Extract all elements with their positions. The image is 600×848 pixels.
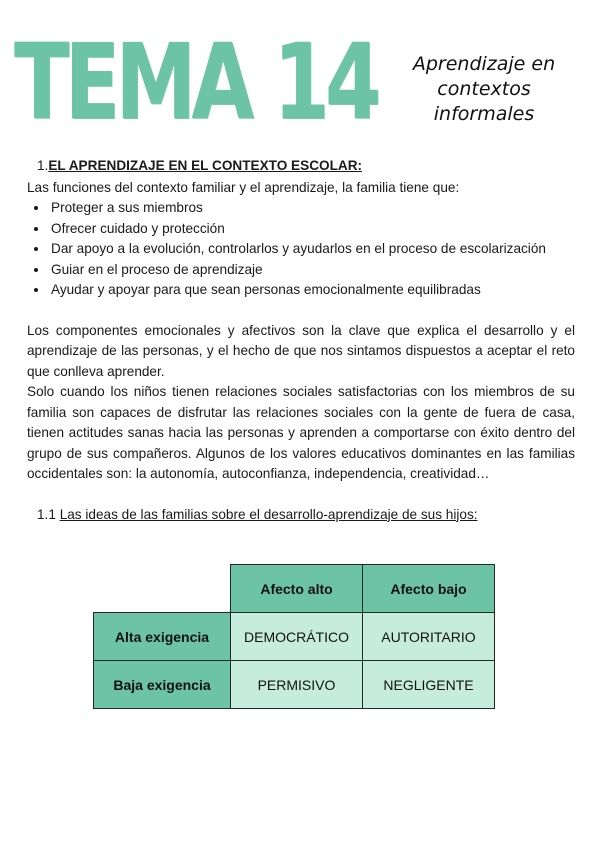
- column-header: Afecto bajo: [363, 565, 495, 613]
- table-header-row: [94, 565, 495, 613]
- section-number: 1.: [37, 158, 49, 173]
- table-row: [94, 613, 495, 661]
- list-item: • Ofrecer cuidado y protección: [49, 219, 575, 240]
- table-corner-cell: [94, 565, 231, 613]
- section-title: EL APRENDIZAJE EN EL CONTEXTO ESCOLAR:: [48, 158, 363, 173]
- row-header: Alta exigencia: [94, 613, 231, 661]
- subtitle-line: contextos: [437, 78, 531, 100]
- list-item: • Guiar en el proceso de aprendizaje: [49, 260, 575, 281]
- section-heading: [37, 156, 575, 177]
- paragraph: Solo cuando los niños tienen relaciones sociales satisfactorias con los miembros de su familia son capaces de disfrutar las relaciones sociales con la gente de fuera de casa, tienen actitudes sanas hacia las personas y aprenden a comportarse con éxito dentro del grupo de sus compañeros. Algunos de los valores educativos dominantes en las familias occidentales son: la autonomía, autoconfianza, independencia, creatividad…: [27, 384, 575, 481]
- section-intro: Las funciones del contexto familiar y el aprendizaje, la familia tiene que:: [27, 179, 460, 195]
- subsection-title: Las ideas de las familias sobre el desarrollo-aprendizaje de sus hijos:: [59, 506, 478, 522]
- subtitle-line: informales: [433, 103, 535, 125]
- table-cell: AUTORITARIO: [363, 613, 495, 661]
- family-functions-list: [27, 198, 575, 301]
- parenting-styles-table: [93, 564, 495, 709]
- list-item: • Ayudar y apoyar para que sean personas emocionalmente equilibradas: [49, 280, 575, 301]
- subsection-heading: [37, 505, 575, 526]
- table-row: [94, 661, 495, 709]
- page-banner-title: TEMA 14: [14, 21, 377, 143]
- page-subtitle: [400, 52, 568, 127]
- subtitle-line: Aprendizaje en: [412, 53, 556, 75]
- paragraph: Los componentes emocionales y afectivos son la clave que explica el desarrollo y el aprendizaje de las personas, y el hecho de que nos sintamos dispuestos a aceptar el reto que conlleva aprender.: [27, 322, 575, 379]
- list-item: • Proteger a sus miembros: [49, 198, 575, 219]
- subsection-number: 1.1: [37, 506, 56, 522]
- document-body: [27, 156, 575, 525]
- column-header: Afecto alto: [231, 565, 363, 613]
- row-header: Baja exigencia: [94, 661, 231, 709]
- table-cell: PERMISIVO: [231, 661, 363, 709]
- table-cell: NEGLIGENTE: [363, 661, 495, 709]
- list-item: • Dar apoyo a la evolución, controlarlos y ayudarlos en el proceso de escolarización: [49, 239, 575, 260]
- table-cell: DEMOCRÁTICO: [231, 613, 363, 661]
